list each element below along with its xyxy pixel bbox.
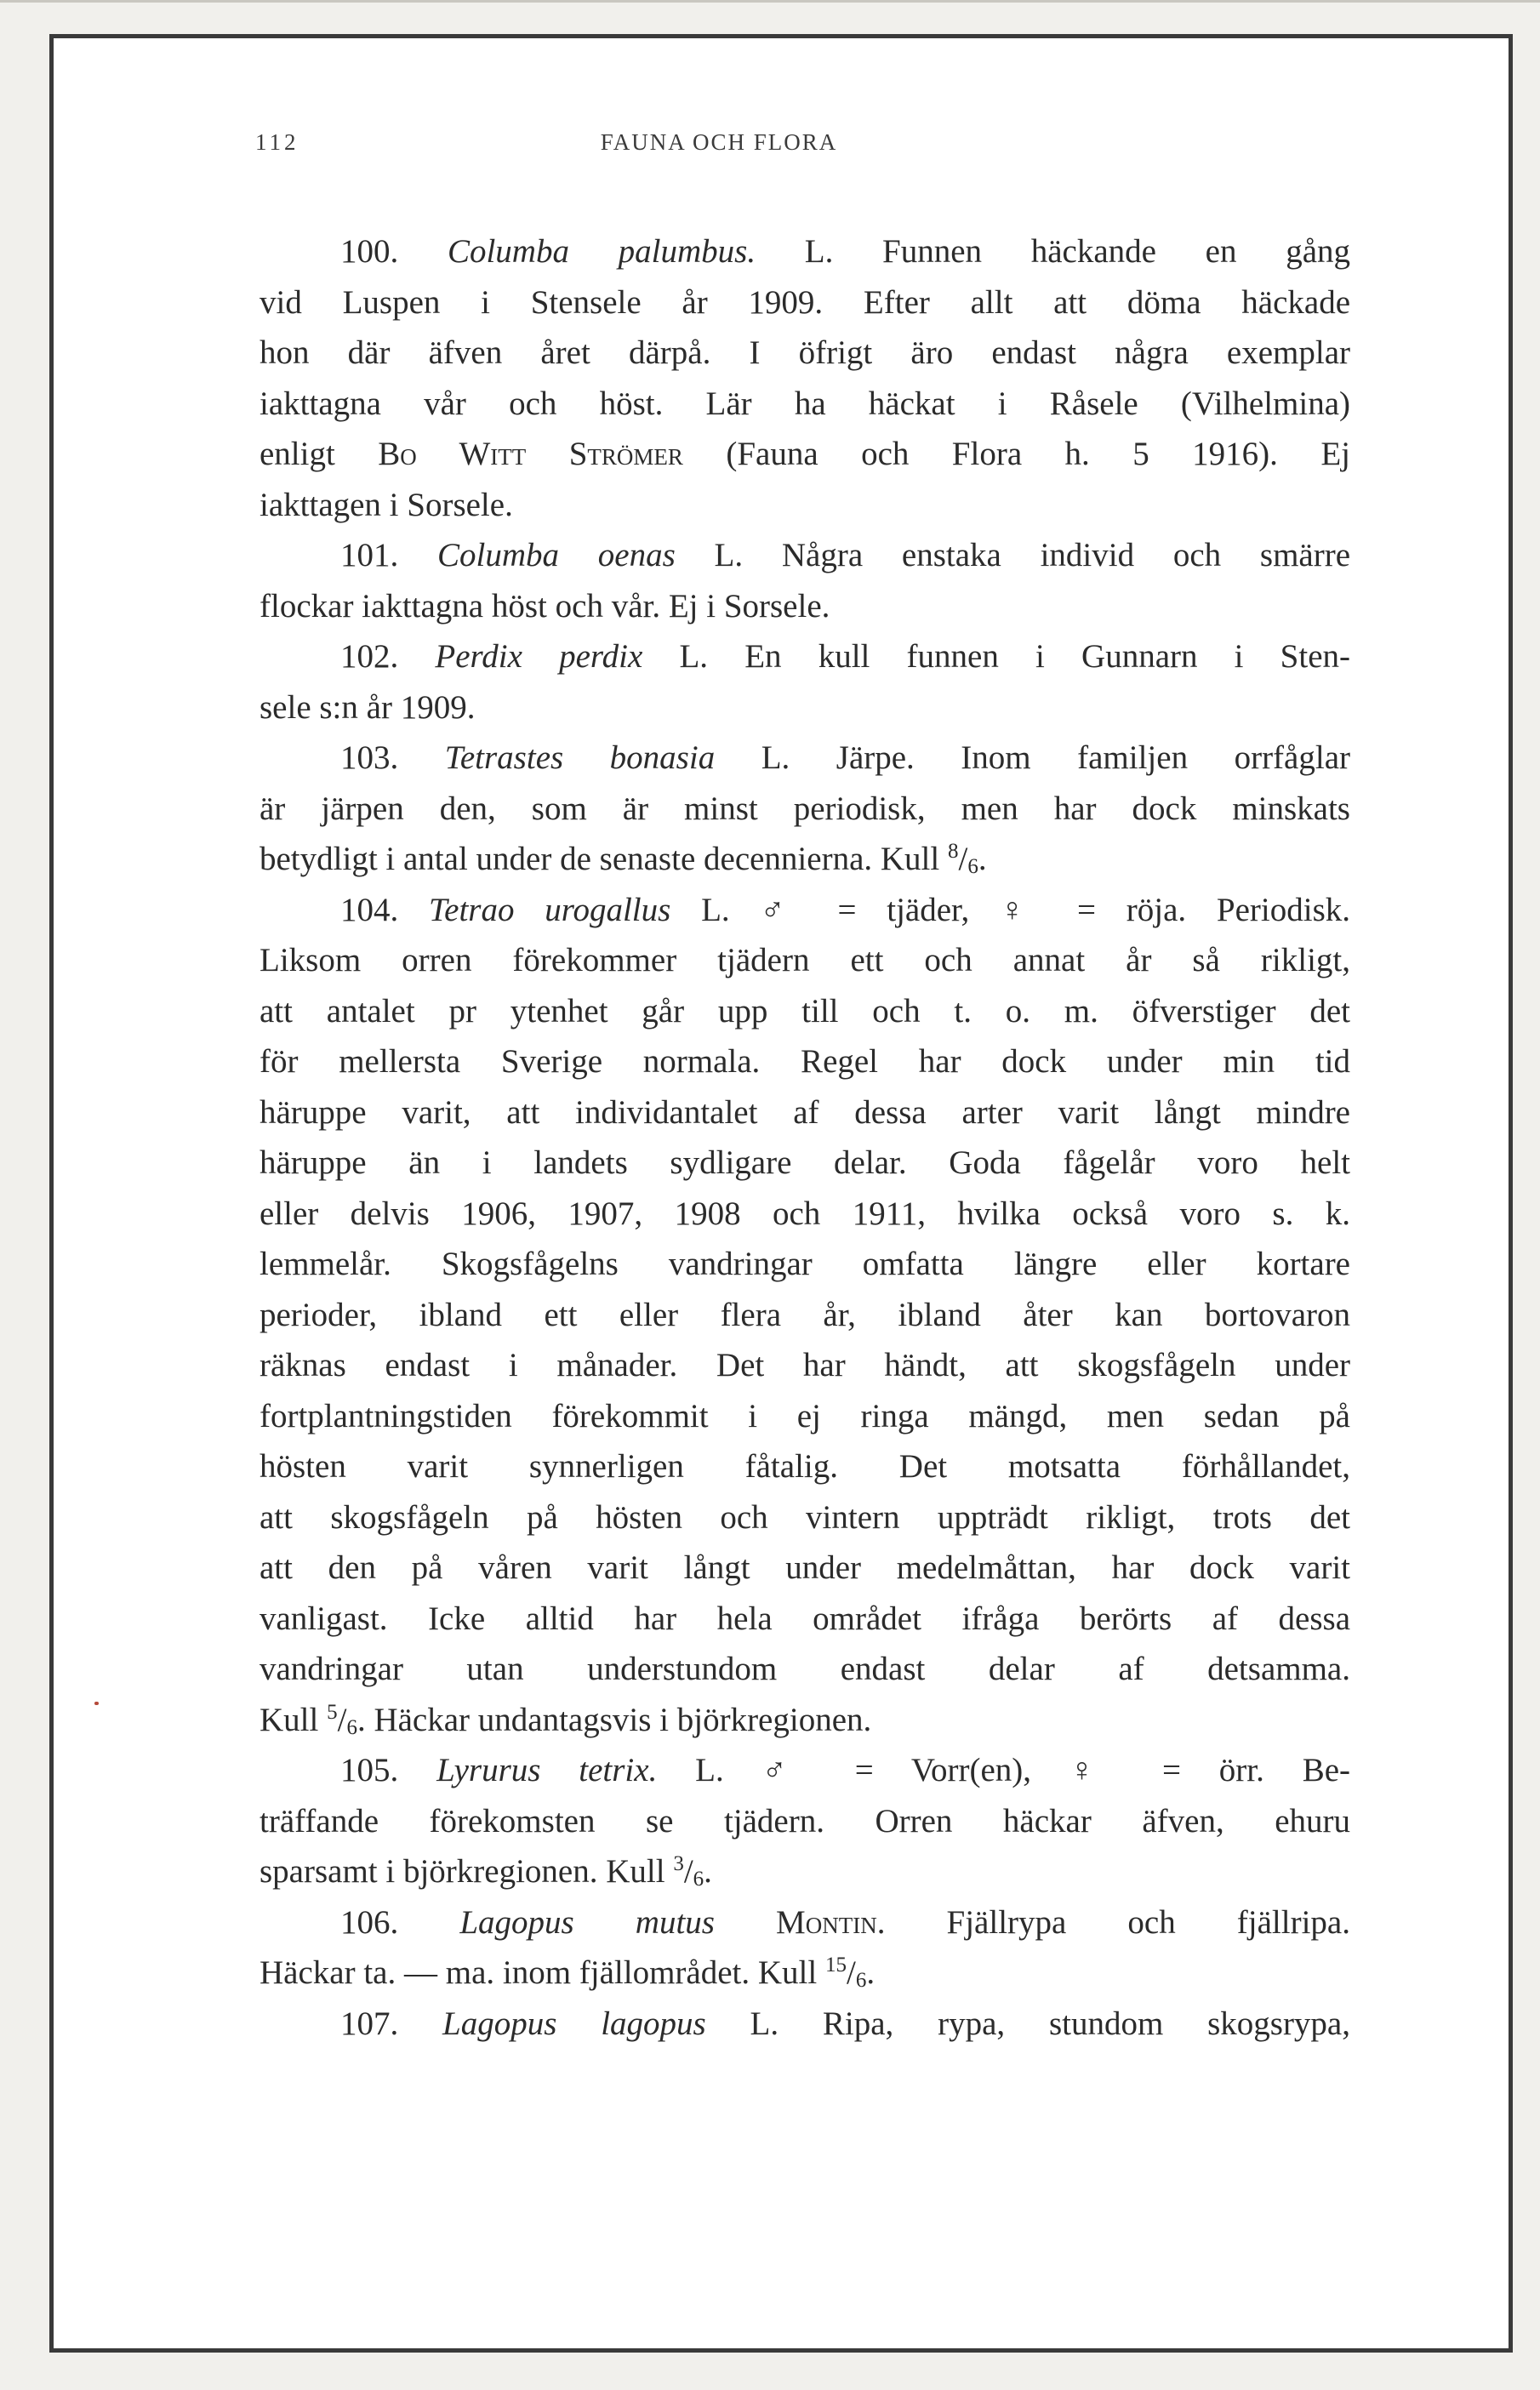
text-line (260, 1644, 1350, 1695)
text-line (260, 1846, 1350, 1897)
text-line (260, 631, 1350, 682)
text-line (260, 429, 1350, 480)
text-segment: . Häckar undantagsvis i björkregionen. (356, 1701, 872, 1738)
text-segment: hösten varit synnerligen fåtalig. Det motsatta förhållandet, (260, 1448, 1350, 1485)
text-line (260, 935, 1350, 986)
text-line (260, 1441, 1350, 1492)
text-segment: att skogsfågeln på hösten och vintern uppträdt rikligt, trots det (260, 1498, 1350, 1536)
running-head (255, 129, 1183, 163)
fraction-part: 6 (693, 1868, 704, 1891)
text-segment: lemmelår. Skogsfågelns vandringar omfatta längre eller kortare (260, 1246, 1350, 1282)
text-line (260, 1543, 1350, 1594)
text-segment: perioder, ibland ett eller flera år, ibland åter kan bortovaron (260, 1296, 1350, 1333)
text-segment: / (683, 1853, 693, 1890)
text-segment: Häckar ta. — ma. inom fjällområdet. Kull (260, 1954, 825, 1991)
text-line (260, 328, 1350, 379)
text-line (260, 682, 1350, 733)
text-segment: / (846, 1954, 856, 1991)
text-segment: är järpen den, som är minst periodisk, men har dock minskats (260, 790, 1350, 827)
text-segment: 103. (340, 739, 445, 776)
text-segment: att den på våren varit långt under medelmåttan, har dock varit (260, 1549, 1350, 1586)
text-line (260, 480, 1350, 531)
text-segment: / (337, 1701, 347, 1738)
text-line (260, 1391, 1350, 1442)
text-segment (715, 1904, 776, 1941)
text-line (260, 277, 1350, 328)
author-name: Bo Witt Strömer (378, 436, 683, 472)
text-line (260, 1189, 1350, 1240)
text-segment: hon där äfven året därpå. I öfrigt äro endast några exemplar (260, 334, 1350, 371)
text-segment: vanligast. Icke alltid har hela området ifråga berörts af dessa (260, 1600, 1350, 1637)
text-segment: att antalet pr ytenhet går upp till och t. o. m. öfverstiger det (260, 992, 1350, 1030)
species-name: Lyrurus tetrix. (436, 1752, 658, 1788)
text-segment: häruppe än i landets sydligare delar. Goda fågelår voro helt (260, 1144, 1350, 1181)
text-segment: fortplantningstiden förekommit i ej ringa mängd, men sedan på (260, 1397, 1350, 1435)
text-segment: sele s:n år 1909. (260, 688, 476, 726)
text-line (260, 784, 1350, 835)
text-line (260, 1999, 1350, 2050)
text-line (260, 733, 1350, 784)
text-line (260, 1087, 1350, 1138)
text-segment: . (704, 1853, 712, 1890)
text-line (260, 1594, 1350, 1645)
text-line (260, 581, 1350, 632)
body-text (260, 226, 1350, 2049)
text-segment: eller delvis 1906, 1907, 1908 och 1911, hvilka också voro s. k. (260, 1195, 1350, 1232)
text-segment: 102. (340, 638, 436, 675)
text-line (260, 1340, 1350, 1391)
text-segment: / (958, 841, 968, 877)
species-name: Lagopus mutus (459, 1903, 715, 1941)
text-line (260, 986, 1350, 1037)
text-line (260, 1036, 1350, 1087)
text-segment: L. Funnen häckande en gång (756, 233, 1350, 270)
text-line (260, 1239, 1350, 1290)
species-name: Columba oenas (437, 537, 676, 573)
text-line (260, 1897, 1350, 1948)
text-segment: . (866, 1954, 876, 1991)
text-segment: enligt (260, 436, 379, 472)
text-segment: betydligt i antal under de senaste decennierna. Kull (260, 841, 948, 877)
text-segment: 107. (340, 2005, 443, 2042)
text-segment: L. ♂ = Vorr(en), ♀ = örr. Be- (657, 1752, 1350, 1788)
species-name: Lagopus lagopus (442, 2005, 706, 2042)
text-segment: Liksom orren förekommer tjädern ett och annat år så rikligt, (260, 942, 1350, 978)
text-segment: L. En kull funnen i Gunnarn i Sten- (642, 638, 1350, 675)
text-line (260, 226, 1350, 277)
text-line (260, 885, 1350, 936)
text-segment: . Fjällrypa och fjällripa. (876, 1903, 1350, 1941)
text-segment: räknas endast i månader. Det har händt, att skogsfågeln under (260, 1347, 1350, 1383)
text-segment: 104. (340, 891, 430, 928)
text-segment: . (978, 841, 987, 877)
text-line (260, 530, 1350, 581)
ink-speck (94, 1702, 99, 1705)
text-line (260, 1695, 1350, 1746)
text-segment: 100. (340, 233, 448, 270)
species-name: Tetrao urogallus (429, 891, 671, 928)
text-segment: sparsamt i björkregionen. Kull (260, 1853, 674, 1890)
text-segment: L. Ripa, rypa, stundom skogsrypa, (705, 2005, 1350, 2042)
text-segment: 105. (340, 1752, 437, 1788)
text-line (260, 1745, 1350, 1796)
text-segment: iakttagen i Sorsele. (260, 486, 513, 523)
text-segment: vandringar utan understundom endast delar af detsamma. (260, 1651, 1350, 1687)
text-segment: Kull (260, 1701, 328, 1738)
text-segment: för mellersta Sverige normala. Regel har dock under min tid (260, 1043, 1350, 1080)
species-name: Columba palumbus. (447, 233, 756, 270)
page-number: 112 (255, 129, 299, 155)
running-title: FAUNA OCH FLORA (600, 129, 838, 155)
fraction-part: 15 (824, 1954, 847, 1976)
fraction-part: 5 (327, 1700, 338, 1724)
author-name: Montin (776, 1903, 877, 1941)
fraction-part: 6 (855, 1969, 867, 1992)
text-line (260, 1138, 1350, 1189)
text-line (260, 1796, 1350, 1847)
text-segment: häruppe varit, att individantalet af dessa arter varit långt mindre (260, 1093, 1350, 1131)
text-segment: L. Några enstaka individ och smärre (675, 537, 1351, 573)
text-segment: vid Luspen i Stensele år 1909. Efter allt att döma häckade (260, 283, 1350, 321)
text-segment: 106. (340, 1903, 460, 1941)
text-segment: träffande förekomsten se tjädern. Orren häckar äfven, ehuru (260, 1802, 1350, 1840)
fraction-part: 8 (947, 840, 959, 863)
text-segment: flockar iakttagna höst och vår. Ej i Sorsele. (260, 587, 830, 625)
text-line (260, 834, 1350, 885)
text-line (260, 1948, 1350, 1999)
text-segment: 101. (340, 537, 438, 573)
fraction-part: 6 (967, 855, 978, 878)
species-name: Tetrastes bonasia (444, 739, 716, 776)
text-segment: (Fauna och Flora h. 5 1916). Ej (682, 436, 1350, 472)
fraction-part: 6 (346, 1715, 357, 1739)
species-name: Perdix perdix (435, 638, 643, 675)
text-segment: iakttagna vår och höst. Lär ha häckat i Råsele (Vilhelmina) (260, 385, 1350, 422)
text-line (260, 1492, 1350, 1543)
text-line (260, 1290, 1350, 1341)
text-segment: L. ♂ = tjäder, ♀ = röja. Periodisk. (670, 891, 1351, 928)
fraction-part: 3 (673, 1852, 684, 1875)
text-segment: L. Järpe. Inom familjen orrfåglar (715, 739, 1350, 776)
text-line (260, 379, 1350, 430)
